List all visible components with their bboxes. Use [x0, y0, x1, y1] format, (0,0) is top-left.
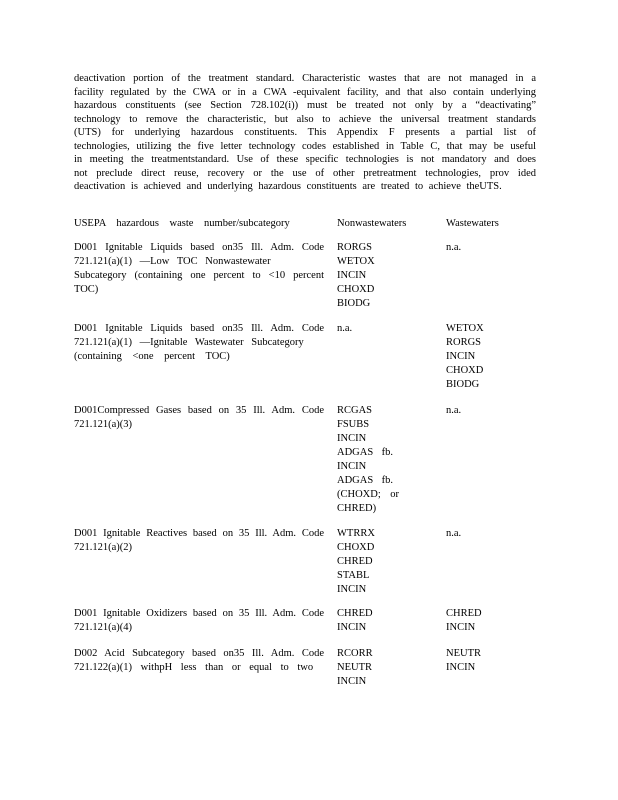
technology-code: RCORR — [337, 648, 373, 659]
description-line: (containing <one percent TOC) — [74, 351, 230, 362]
technology-code: FSUBS — [337, 419, 370, 430]
row-nonwastewaters — [337, 527, 409, 597]
description-line: D001Compressed Gases based on 35 Ill. Adm. Code — [74, 405, 324, 416]
technology-code: (CHOXD; or — [337, 489, 399, 500]
row-wastewaters — [446, 404, 536, 418]
intro-paragraph — [74, 72, 536, 194]
technology-code: INCIN — [446, 622, 476, 633]
technology-code: CHOXD — [446, 365, 484, 376]
technology-code: RCGAS — [337, 405, 373, 416]
paragraph-line: in meeting the treatmentstandard. Use of these specific technologies is not mandatory and does — [74, 154, 536, 165]
row-nonwastewaters — [337, 647, 409, 689]
technology-code: RORGS — [337, 242, 373, 253]
technology-code: n.a. — [446, 405, 462, 416]
description-line: 721.121(a)(2) — [74, 542, 133, 553]
technology-code: BIODG — [446, 379, 480, 390]
technology-code: CHRED — [337, 608, 373, 619]
header-wastewaters: Wastewaters — [446, 218, 499, 229]
technology-code: n.a. — [337, 323, 353, 334]
technology-code: STABL — [337, 570, 370, 581]
row-nonwastewaters — [337, 322, 409, 336]
description-line: 721.121(a)(4) — [74, 622, 133, 633]
technology-code: ADGAS fb. — [337, 447, 393, 458]
technology-code: WETOX — [446, 323, 484, 334]
paragraph-line: not preclude direct reuse, recovery or the use of other pretreatment technologies, prov ided — [74, 167, 536, 179]
description-line: Subcategory (containing one percent to <10 percent — [74, 270, 324, 281]
description-line: 721.122(a)(1) withpH less than or equal to two — [74, 662, 314, 673]
row-description — [74, 527, 324, 555]
technology-code: CHRED — [337, 556, 373, 567]
row-description — [74, 607, 324, 635]
paragraph-line: technologies, utilizing the five letter technology codes established in Table C, that may be useful — [74, 140, 536, 152]
technology-code: BIODG — [337, 298, 371, 309]
paragraph-line: technology to remove the characteristic, but also to achieve the universal treatment standards — [74, 113, 536, 125]
technology-code: INCIN — [337, 676, 367, 687]
technology-code: CHOXD — [337, 284, 375, 295]
header-code: USEPA hazardous waste number/subcategory — [74, 218, 290, 229]
description-line: D001 Ignitable Liquids based on35 Ill. Adm. Code — [74, 242, 324, 253]
header-nonwastewaters: Nonwastewaters — [337, 218, 407, 229]
description-line: D001 Ignitable Liquids based on35 Ill. Adm. Code — [74, 323, 324, 334]
row-nonwastewaters — [337, 607, 409, 635]
paragraph-line: deactivation is achieved and underlying hazardous constituents are treated to achieve theUTS. — [74, 181, 502, 192]
technology-code: INCIN — [337, 584, 367, 595]
description-line: 721.121(a)(3) — [74, 419, 133, 430]
technology-code: ADGAS fb. — [337, 475, 393, 486]
technology-code: WTRRX — [337, 528, 375, 539]
technology-code: CHRED — [446, 608, 482, 619]
technology-code: WETOX — [337, 256, 375, 267]
row-wastewaters — [446, 527, 536, 541]
description-line: D001 Ignitable Reactives based on 35 Ill. Adm. Code — [74, 528, 324, 539]
description-line: 721.121(a)(1) —Ignitable Wastewater Subcategory — [74, 337, 304, 348]
row-description — [74, 647, 324, 675]
technology-code: CHOXD — [337, 542, 375, 553]
row-nonwastewaters — [337, 404, 409, 516]
row-wastewaters — [446, 322, 536, 392]
row-description — [74, 241, 324, 297]
technology-code: CHRED) — [337, 503, 377, 514]
row-wastewaters — [446, 241, 536, 255]
table-header — [0, 217, 618, 231]
technology-code: INCIN — [446, 351, 476, 362]
description-line: D002 Acid Subcategory based on35 Ill. Adm. Code — [74, 648, 324, 659]
row-nonwastewaters — [337, 241, 409, 311]
row-wastewaters — [446, 607, 536, 635]
technology-code: INCIN — [337, 270, 367, 281]
technology-code: NEUTR — [446, 648, 481, 659]
description-line: TOC) — [74, 284, 99, 295]
technology-code: INCIN — [337, 433, 367, 444]
row-description — [74, 322, 324, 364]
technology-code: INCIN — [446, 662, 476, 673]
paragraph-line: hazardous constituents (see Section 728.102(i)) must be treated not only by a “deactivating” — [74, 100, 536, 111]
row-wastewaters — [446, 647, 536, 675]
paragraph-line: facility regulated by the CWA or in a CWA -equivalent facility, and that also contain underlying — [74, 86, 536, 98]
description-line: 721.121(a)(1) —Low TOC Nonwastewater — [74, 256, 271, 267]
technology-code: INCIN — [337, 622, 367, 633]
technology-code: n.a. — [446, 528, 462, 539]
row-description — [74, 404, 324, 432]
paragraph-line: deactivation portion of the treatment standard. Characteristic wastes that are not managed in a — [74, 73, 536, 84]
technology-code: INCIN — [337, 461, 367, 472]
description-line: D001 Ignitable Oxidizers based on 35 Ill. Adm. Code — [74, 608, 324, 619]
technology-code: n.a. — [446, 242, 462, 253]
technology-code: NEUTR — [337, 662, 372, 673]
technology-code: RORGS — [446, 337, 482, 348]
paragraph-line: (UTS) for underlying hazardous constituents. This Appendix F presents a partial list of — [74, 127, 536, 138]
